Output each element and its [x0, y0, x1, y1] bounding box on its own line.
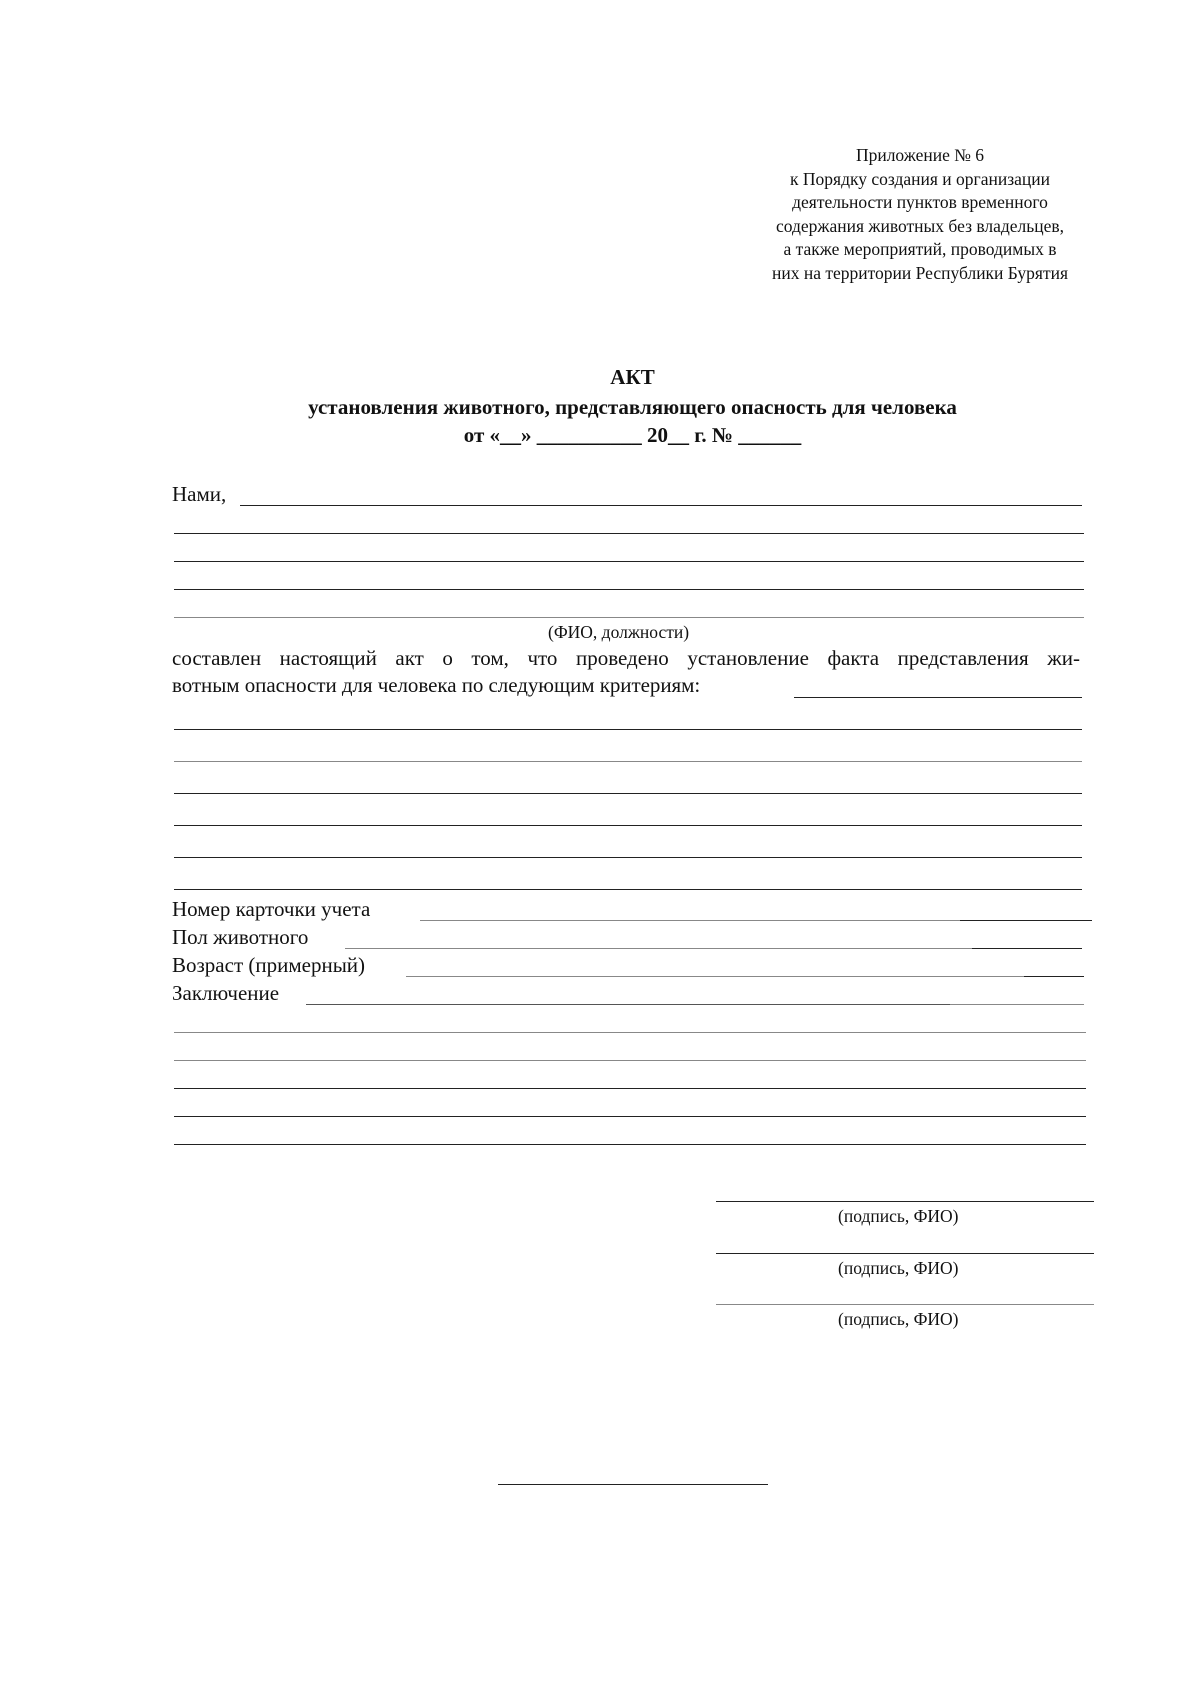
- conclusion-field-line[interactable]: [174, 1144, 1086, 1145]
- conclusion-field-line[interactable]: [174, 1060, 1086, 1061]
- body-text-line: вотным опасности для человека по следующим критериям:: [172, 673, 701, 697]
- footer-separator: [498, 1484, 768, 1485]
- conclusion-field-line[interactable]: [174, 1032, 1086, 1033]
- card-number-label: Номер карточки учета: [172, 897, 371, 921]
- card-number-field[interactable]: [420, 920, 960, 921]
- appendix-line: содержания животных без владельцев,: [775, 215, 1065, 236]
- names-field-line[interactable]: [240, 505, 1082, 506]
- signature-caption: (подпись, ФИО): [838, 1258, 959, 1278]
- appendix-block: [700, 144, 1140, 286]
- conclusion-field-line[interactable]: [174, 1088, 1086, 1089]
- signature-caption: (подпись, ФИО): [838, 1206, 959, 1226]
- conclusion-field[interactable]: [950, 1004, 1084, 1005]
- criteria-field-line[interactable]: [174, 889, 1082, 890]
- signature-line[interactable]: [716, 1201, 1094, 1202]
- appendix-line: них на территории Республики Бурятия: [771, 262, 1069, 283]
- animal-sex-label: Пол животного: [172, 925, 309, 949]
- criteria-field-line[interactable]: [174, 761, 1082, 762]
- animal-sex-field[interactable]: [972, 948, 1082, 949]
- names-field-line[interactable]: [174, 533, 1084, 534]
- animal-sex-field[interactable]: [345, 948, 972, 949]
- document-title: АКТ: [610, 365, 655, 389]
- body-text-line: составлен настоящий акт о том, что проведено установление факта представления жи-: [172, 646, 1080, 670]
- approx-age-label: Возраст (примерный): [172, 953, 366, 977]
- criteria-field-line[interactable]: [794, 697, 1082, 698]
- criteria-field-line[interactable]: [174, 825, 1082, 826]
- names-field-line[interactable]: [174, 617, 1084, 618]
- approx-age-field[interactable]: [1024, 976, 1084, 977]
- date-number-line: от «__» __________ 20__ г. № ______: [463, 423, 802, 447]
- appendix-line: Приложение № 6: [855, 145, 985, 165]
- appendix-line: к Порядку создания и организации: [790, 168, 1050, 189]
- criteria-field-line[interactable]: [174, 729, 1082, 730]
- appendix-line: деятельности пунктов временного: [792, 192, 1048, 213]
- names-field-line[interactable]: [174, 561, 1084, 562]
- conclusion-label: Заключение: [172, 981, 280, 1005]
- conclusion-field[interactable]: [306, 1004, 950, 1005]
- appendix-line: а также мероприятий, проводимых в: [783, 239, 1057, 260]
- criteria-field-line[interactable]: [174, 793, 1082, 794]
- fio-caption: (ФИО, должности): [548, 622, 690, 642]
- approx-age-field[interactable]: [406, 976, 1024, 977]
- conclusion-field-line[interactable]: [174, 1116, 1086, 1117]
- names-field-line[interactable]: [174, 589, 1084, 590]
- signature-caption: (подпись, ФИО): [838, 1309, 959, 1329]
- document-subtitle: установления животного, представляющего опасность для человека: [308, 395, 957, 419]
- signature-line[interactable]: [716, 1253, 1094, 1254]
- card-number-field[interactable]: [960, 920, 1092, 921]
- criteria-field-line[interactable]: [174, 857, 1082, 858]
- by-label: Нами,: [172, 482, 227, 506]
- signature-line[interactable]: [716, 1304, 1094, 1305]
